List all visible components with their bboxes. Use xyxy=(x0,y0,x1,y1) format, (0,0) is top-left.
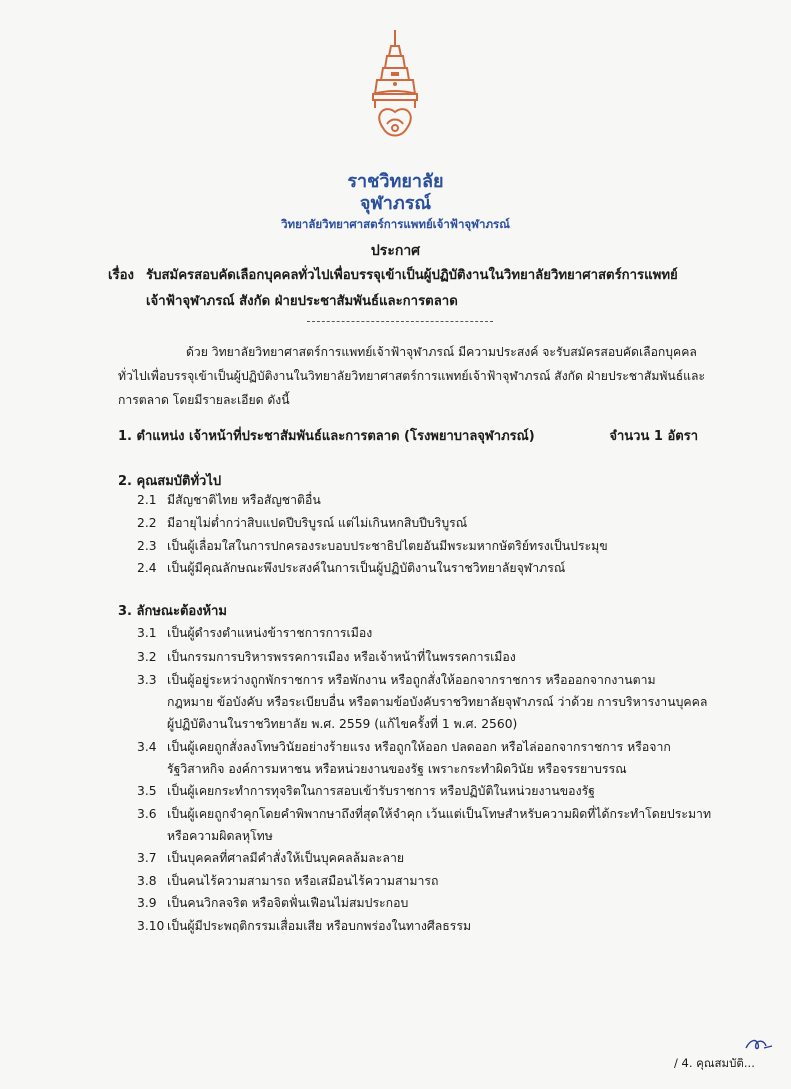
list-item: 3.5 เป็นผู้เคยกระทำการทุจริตในการสอบเข้ารับราชการ หรือปฏิบัติในหน่วยงานของรัฐ xyxy=(137,784,595,798)
continued-note: / 4. คุณสมบัติ... xyxy=(674,1056,755,1070)
list-item: 3.7 เป็นบุคคลที่ศาลมีคำสั่งให้เป็นบุคคลล้มละลาย xyxy=(137,851,405,865)
announcement-heading: ประกาศ xyxy=(370,243,421,259)
list-item: 2.2 มีอายุไม่ต่ำกว่าสิบแปดปีบริบูรณ์ แต่ไม่เกินหกสิบปีบริบูรณ์ xyxy=(137,516,468,530)
list-item: 2.4 เป็นผู้มีคุณลักษณะพึงประสงค์ในการเป็นผู้ปฏิบัติงานในราชวิทยาลัยจุฬาภรณ์ xyxy=(137,561,566,575)
intro-line3: การตลาด โดยมีรายละเอียด ดังนี้ xyxy=(118,393,290,407)
subject-label: เรื่อง xyxy=(108,268,134,283)
list-item: 2.1 มีสัญชาติไทย หรือสัญชาติอื่น xyxy=(137,493,321,507)
list-item: 3.3 เป็นผู้อยู่ระหว่างถูกพักราชการ หรือพักงาน หรือถูกสั่งให้ออกจากราชการ หรือออกจากงานตาม กฎหมาย ข้อบังคับ หรือระเบียบอื่น หรือตามข้อบังคับราชวิทยาลัยจุฬาภรณ์ ว่าด้วย การบริหารงานบุคคล ผู้ปฏิบัติงานในราชวิทยาลัย พ.ศ. 2559 (แก้ไขครั้งที่ 1 พ.ศ. 2560) xyxy=(137,673,708,731)
list-item: 2.3 เป็นผู้เลื่อมใสในการปกครองระบอบประชาธิปไตยอันมีพระมหากษัตริย์ทรงเป็นประมุข xyxy=(137,539,608,553)
announcement-subject xyxy=(108,263,748,315)
intro-line2: ทั่วไปเพื่อบรรจุเข้าเป็นผู้ปฏิบัติงานในวิทยาลัยวิทยาศาสตร์การแพทย์เจ้าฟ้าจุฬาภรณ์ สังกัด ฝ่ายประชาสัมพันธ์และ xyxy=(118,369,706,383)
org-name-line2: จุฬาภรณ์ xyxy=(359,193,432,214)
position-count: จำนวน 1 อัตรา xyxy=(609,429,698,444)
position-line xyxy=(118,425,698,446)
list-item: 3.4 เป็นผู้เคยถูกสั่งลงโทษวินัยอย่างร้ายแรง หรือถูกให้ออก ปลดออก หรือไล่ออกจากราชการ หรือจาก รัฐวิสาหกิจ องค์การมหาชน หรือหน่วยงานของรัฐ เพราะกระทำผิดวินัย หรือจรรยาบรรณ xyxy=(137,740,671,776)
subject-line2: เจ้าฟ้าจุฬาภรณ์ สังกัด ฝ่ายประชาสัมพันธ์และการตลาด xyxy=(146,294,458,309)
list-item: 3.9 เป็นคนวิกลจริต หรือจิตฟั่นเฟือนไม่สมประกอบ xyxy=(137,896,409,910)
intro-paragraph xyxy=(118,340,728,412)
section-title-qualifications: 2. คุณสมบัติทั่วไป xyxy=(118,474,222,489)
handwritten-initials xyxy=(744,1036,774,1052)
list-item: 3.10 เป็นผู้มีประพฤติกรรมเสื่อมเสีย หรือบกพร่องในทางศีลธรรม xyxy=(137,919,472,933)
royal-crest-logo xyxy=(355,28,435,148)
intro-line1: ด้วย วิทยาลัยวิทยาศาสตร์การแพทย์เจ้าฟ้าจุฬาภรณ์ มีความประสงค์ จะรับสมัครสอบคัดเลือกบุคคล xyxy=(186,345,697,359)
list-item: 3.2 เป็นกรรมการบริหารพรรคการเมือง หรือเจ้าหน้าที่ในพรรคการเมือง xyxy=(137,650,516,664)
list-item: 3.6 เป็นผู้เคยถูกจำคุกโดยคำพิพากษาถึงที่สุดให้จำคุก เว้นแต่เป็นโทษสำหรับความผิดที่ได้กระทำโดยประมาท หรือความผิดลหุโทษ xyxy=(137,807,712,843)
position-title: 1. ตำแหน่ง เจ้าหน้าที่ประชาสัมพันธ์และการตลาด (โรงพยาบาลจุฬาภรณ์) xyxy=(118,429,535,444)
section-title-prohibitions: 3. ลักษณะต้องห้าม xyxy=(118,604,227,619)
org-name-line1: ราชวิทยาลัย xyxy=(347,171,444,192)
college-name: วิทยาลัยวิทยาศาสตร์การแพทย์เจ้าฟ้าจุฬาภรณ์ xyxy=(281,217,510,231)
divider xyxy=(307,321,493,322)
list-item: 3.8 เป็นคนไร้ความสามารถ หรือเสมือนไร้ความสามารถ xyxy=(137,874,439,888)
list-item: 3.1 เป็นผู้ดำรงตำแหน่งข้าราชการการเมือง xyxy=(137,626,373,640)
subject-line1: รับสมัครสอบคัดเลือกบุคคลทั่วไปเพื่อบรรจุเข้าเป็นผู้ปฏิบัติงานในวิทยาลัยวิทยาศาสตร์การแพทย์ xyxy=(146,268,678,283)
